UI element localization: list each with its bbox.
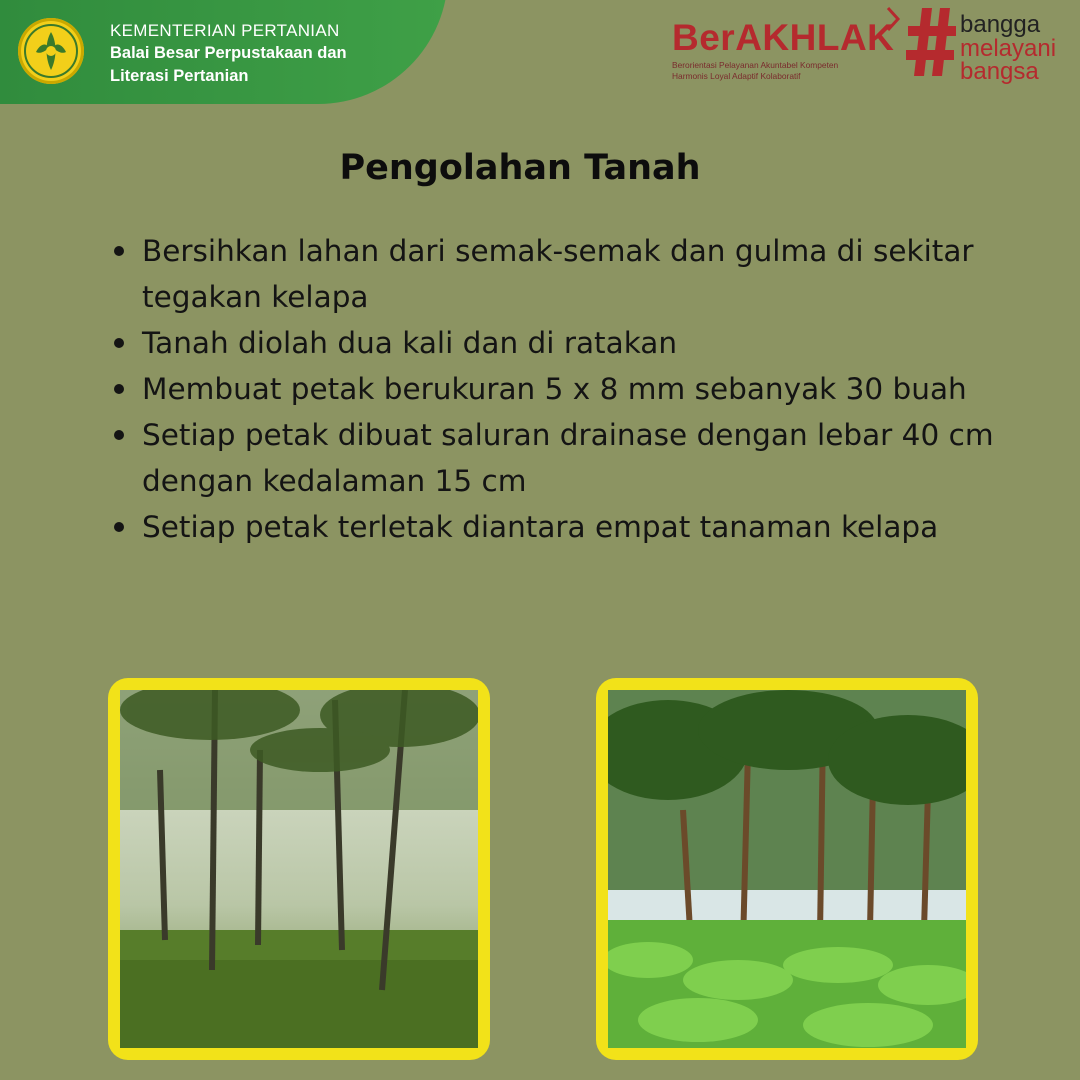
list-item-text: Setiap petak dibuat saluran drainase dengan lebar 40 cm dengan kedalaman 15 cm — [142, 418, 994, 498]
berakhlak-tagline-1: Berorientasi Pelayanan Akuntabel Kompeten — [672, 60, 839, 70]
bullet-icon — [114, 430, 124, 440]
bullet-list — [110, 228, 1010, 550]
bangga-word: bangga — [960, 11, 1041, 38]
bullet-icon — [114, 384, 124, 394]
berakhlak-tagline-2: Harmonis Loyal Adaptif Kolaboratif — [672, 71, 801, 81]
list-item-text: Tanah diolah dua kali dan di ratakan — [142, 326, 678, 360]
coconut-grove-photo — [120, 690, 478, 1048]
bullet-icon — [114, 522, 124, 532]
list-item-text: Membuat petak berukuran 5 x 8 mm sebanyak 30 buah — [142, 372, 967, 406]
bullet-icon — [114, 246, 124, 256]
chevron-icon — [884, 6, 902, 32]
bangga-melayani-logo — [906, 6, 1076, 86]
bullet-icon — [114, 338, 124, 348]
list-item — [110, 412, 1010, 504]
list-item-text: Bersihkan lahan dari semak-semak dan gulma di sekitar tegakan kelapa — [142, 234, 974, 314]
page-title: Pengolahan Tanah — [339, 148, 701, 188]
list-item — [110, 228, 1010, 320]
list-item — [110, 366, 1010, 412]
melayani-word: melayani — [960, 35, 1057, 62]
kementan-logo-icon — [18, 18, 84, 84]
list-item — [110, 320, 1010, 366]
photo-frame-left — [108, 678, 490, 1060]
ministry-text — [110, 20, 347, 88]
berakhlak-brand: BerAKHLAK — [672, 17, 895, 58]
office-name-line2: Literasi Pertanian — [110, 67, 249, 85]
office-name-line1: Balai Besar Perpustakaan dan — [110, 44, 347, 62]
list-item — [110, 504, 1010, 550]
ministry-name: KEMENTERIAN PERTANIAN — [110, 21, 340, 40]
hashtag-icon — [906, 6, 958, 78]
coconut-plantation-photo — [608, 690, 966, 1048]
berakhlak-logo — [672, 16, 896, 86]
bangsa-word: bangsa — [960, 58, 1039, 85]
list-item-text: Setiap petak terletak diantara empat tanaman kelapa — [142, 510, 939, 544]
photo-frame-right — [596, 678, 978, 1060]
